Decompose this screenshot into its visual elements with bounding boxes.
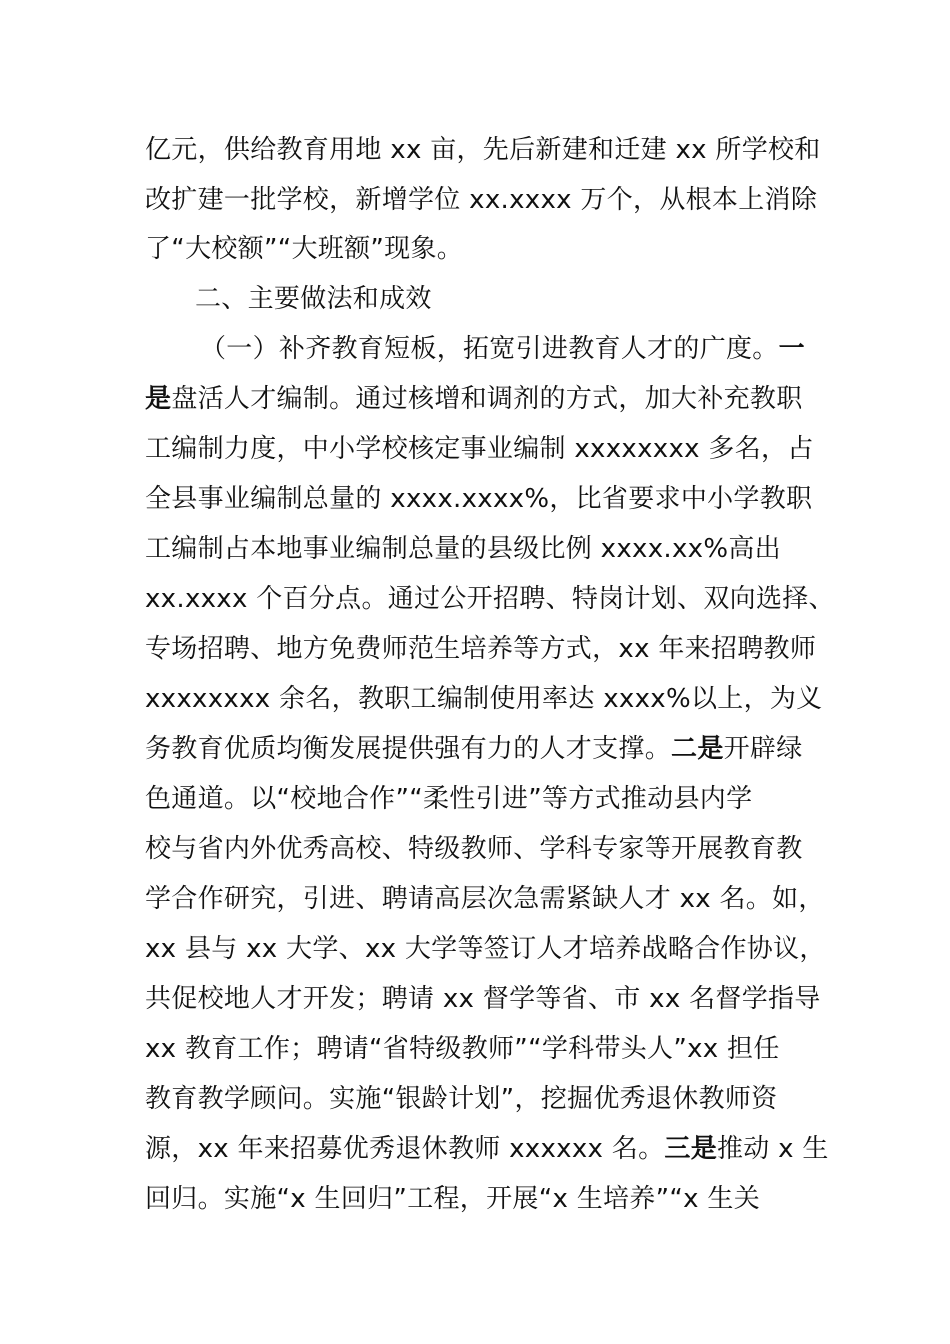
text-line: 色通道。以“校地合作”“柔性引进”等方式推动县内学	[145, 784, 753, 814]
text-span: 盘活人才编制。通过核增和调剂的方式，加大补充教职	[171, 384, 803, 414]
text-line: xx.xxxx 个百分点。通过公开招聘、特岗计划、双向选择、	[145, 584, 835, 614]
text-line: 亿元，供给教育用地 xx 亩，先后新建和迁建 xx 所学校和	[145, 135, 821, 165]
bold-marker: 二是	[671, 734, 724, 764]
text-line	[145, 734, 803, 764]
text-line: 工编制占本地事业编制总量的县级比例 xxxx.xx%高出	[145, 534, 781, 564]
text-span: 源，xx 年来招募优秀退休教师 xxxxxx 名。	[145, 1134, 665, 1164]
text-span: 开辟绿	[723, 734, 803, 764]
text-line	[145, 384, 803, 414]
text-span: 务教育优质均衡发展提供强有力的人才支撑。	[145, 734, 672, 764]
text-line: 校与省内外优秀高校、特级教师、学科专家等开展教育教	[145, 834, 803, 864]
bold-marker: 是	[145, 384, 172, 414]
text-line: 教育教学顾问。实施“银龄计划”，挖掘优秀退休教师资	[145, 1084, 778, 1114]
text-line: 了“大校额”“大班额”现象。	[145, 234, 464, 264]
text-line: 改扩建一批学校，新增学位 xx.xxxx 万个，从根本上消除	[145, 185, 818, 215]
text-span: 推动 x 生	[717, 1134, 829, 1164]
bold-marker: 一	[778, 334, 805, 364]
text-line: 共促校地人才开发；聘请 xx 督学等省、市 xx 名督学指导	[145, 984, 821, 1014]
subsection-heading: （一）补齐教育短板，拓宽引进教育人才的广度。	[200, 334, 779, 364]
text-line: 学合作研究，引进、聘请高层次急需紧缺人才 xx 名。如，	[145, 884, 825, 914]
text-line: 回归。实施“x 生回归”工程，开展“x 生培养”“x 生关	[145, 1184, 761, 1214]
text-line: xx 县与 xx 大学、xx 大学等签订人才培养战略合作协议，	[145, 934, 826, 964]
text-line	[145, 1134, 829, 1164]
text-line: xxxxxxxx 余名，教职工编制使用率达 xxxx%以上，为义	[145, 684, 823, 714]
bold-marker: 三是	[664, 1134, 717, 1164]
text-line: xx 教育工作；聘请“省特级教师”“学科带头人”xx 担任	[145, 1034, 780, 1064]
text-line: 全县事业编制总量的 xxxx.xxxx%，比省要求中小学教职	[145, 484, 813, 514]
text-line: 工编制力度，中小学校核定事业编制 xxxxxxxx 多名，占	[145, 434, 814, 464]
text-line: 专场招聘、地方免费师范生培养等方式，xx 年来招聘教师	[145, 634, 817, 664]
text-line	[200, 334, 805, 364]
section-heading: 二、主要做法和成效	[195, 284, 432, 314]
